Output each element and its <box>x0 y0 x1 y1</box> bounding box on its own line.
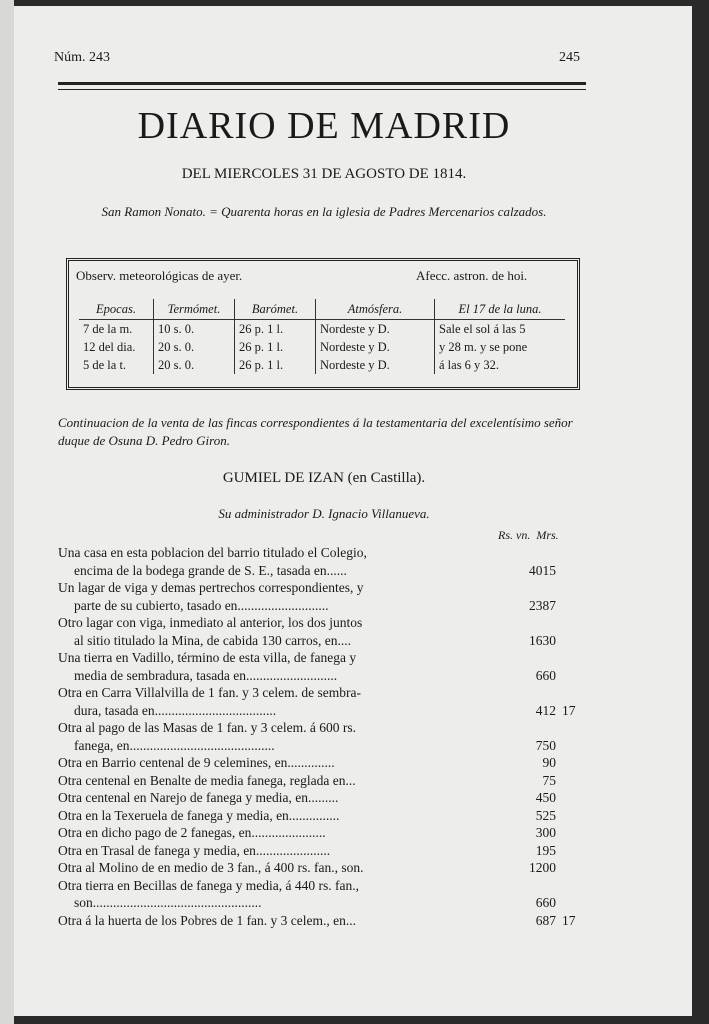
entry-description <box>58 824 488 842</box>
entry-line: Un lagar de viga y demas pertrechos correspondientes, y <box>58 580 364 595</box>
entry-description <box>58 754 488 772</box>
entry-reales: 1630 <box>529 632 556 648</box>
weather-cell: Nordeste y D. <box>316 320 435 339</box>
book-gutter <box>0 0 14 1024</box>
entry-reales: 660 <box>535 895 556 910</box>
weather-heading-astronomy: Afecc. astron. de hoi. <box>416 268 528 283</box>
entry-description <box>58 807 488 825</box>
entry-reales: 450 <box>535 790 556 805</box>
entry-reales: 412 <box>535 702 556 718</box>
administrator-line: Su administrador D. Ignacio Villanueva. <box>218 506 430 521</box>
weather-cell: 10 s. 0. <box>154 320 235 339</box>
list-item <box>58 824 598 842</box>
entry-reales: 750 <box>535 737 556 753</box>
entry-line: fanega, en........................................... <box>74 737 275 753</box>
list-item <box>58 649 598 684</box>
rs-header: Rs. vn. <box>498 528 531 542</box>
entry-reales: 1200 <box>529 860 556 875</box>
entry-reales: 525 <box>535 807 556 823</box>
weather-heading-observations: Observ. meteorológicas de ayer. <box>76 268 243 283</box>
list-item <box>58 912 598 930</box>
entry-description <box>58 544 488 579</box>
list-item <box>58 842 598 860</box>
entry-line: son.................................................. <box>74 895 262 910</box>
entry-description <box>58 649 488 684</box>
entry-maravedis: 17 <box>562 702 576 718</box>
weather-cell: 12 del dia. <box>83 339 136 354</box>
weather-cell: 20 s. 0. <box>154 356 235 374</box>
entry-line: media de sembradura, tasada en........................... <box>74 667 338 683</box>
entry-line: Otra en dicho pago de 2 fanegas, en...................... <box>58 825 326 840</box>
entry-description <box>58 579 488 614</box>
column-headers <box>498 528 559 543</box>
list-item <box>58 807 598 825</box>
list-item <box>58 684 598 719</box>
col-barometro: Barómet. <box>235 299 316 320</box>
saint-line: San Ramon Nonato. = Quarenta horas en la iglesia de Padres Mercenarios calzados. <box>101 204 547 219</box>
mrs-header: Mrs. <box>536 528 559 542</box>
weather-row <box>79 356 565 374</box>
list-item <box>58 614 598 649</box>
weather-cell: Sale el sol á las 5 <box>435 320 566 339</box>
entry-reales: 300 <box>535 825 556 840</box>
entry-description <box>58 877 488 912</box>
header-rule-thick <box>58 82 586 85</box>
page-number: 245 <box>559 50 580 65</box>
sale-intro: Continuacion de la venta de las fincas correspondientes á la testamentaria del excelentísimo señor duque de Osuna D. Pedro Giron. <box>58 415 573 448</box>
entry-line: Otra al Molino de en medio de 3 fan., á 400 rs. fan., son. <box>58 860 364 875</box>
entry-line: dura, tasada en.................................... <box>74 702 277 718</box>
list-item <box>58 579 598 614</box>
col-luna: El 17 de la luna. <box>435 299 566 320</box>
weather-row <box>79 320 565 339</box>
entry-line: Otra á la huerta de los Pobres de 1 fan. y 3 celem., en... <box>58 912 357 928</box>
entry-reales: 75 <box>542 772 556 788</box>
header-rule-thin <box>58 89 586 90</box>
weather-cell: 5 de la t. <box>83 357 127 372</box>
entry-description <box>58 789 488 807</box>
entry-description <box>58 614 488 649</box>
weather-cell: 26 p. 1 l. <box>235 356 316 374</box>
entry-line: parte de su cubierto, tasado en........................... <box>74 597 329 613</box>
entry-reales: 90 <box>542 755 556 770</box>
date-line: DEL MIERCOLES 31 DE AGOSTO DE 1814. <box>181 166 467 182</box>
list-item <box>58 789 598 807</box>
weather-cell: 26 p. 1 l. <box>235 320 316 339</box>
col-epocas: Epocas. <box>79 299 154 320</box>
entry-line: Otra centenal en Narejo de fanega y media, en......... <box>58 790 339 805</box>
entry-line: Otra en Carra Villalvilla de 1 fan. y 3 celem. de sembra- <box>58 685 361 700</box>
entry-line: Otro lagar con viga, inmediato al anterior, los dos juntos <box>58 615 363 630</box>
newspaper-page <box>14 6 692 1016</box>
list-item <box>58 754 598 772</box>
list-item <box>58 859 598 877</box>
entry-reales: 4015 <box>529 562 556 578</box>
weather-cell: 26 p. 1 l. <box>235 338 316 356</box>
masthead-title: DIARIO DE MADRID <box>137 105 511 147</box>
weather-header-row <box>79 299 565 320</box>
weather-table <box>79 299 565 374</box>
entry-line: Otra en Trasal de fanega y media, en...................... <box>58 842 331 858</box>
section-title: GUMIEL DE IZAN (en Castilla). <box>222 470 426 486</box>
entry-line: Una casa en esta poblacion del barrio titulado el Colegio, <box>58 545 367 560</box>
entry-description <box>58 842 488 860</box>
col-termometro: Termómet. <box>154 299 235 320</box>
entry-line: Otra tierra en Becillas de fanega y media, á 440 rs. fan., <box>58 877 359 893</box>
entry-description <box>58 684 488 719</box>
list-item <box>58 544 598 579</box>
entry-maravedis: 17 <box>562 912 576 928</box>
entry-reales: 687 <box>535 912 556 928</box>
entry-line: Otra en Barrio centenal de 9 celemines, en.............. <box>58 755 335 770</box>
entry-reales: 660 <box>535 667 556 683</box>
entry-description <box>58 719 488 754</box>
entry-line: Otra centenal en Benalte de media fanega, reglada en... <box>58 772 356 788</box>
entry-description <box>58 859 488 877</box>
weather-cell: á las 6 y 32. <box>435 356 566 374</box>
list-item <box>58 719 598 754</box>
col-atmosfera: Atmósfera. <box>316 299 435 320</box>
weather-cell: y 28 m. y se pone <box>435 338 566 356</box>
weather-cell: Nordeste y D. <box>316 356 435 374</box>
weather-cell: Nordeste y D. <box>316 338 435 356</box>
issue-number: Núm. 243 <box>54 50 110 65</box>
entry-line: Otra en la Texeruela de fanega y media, en............... <box>58 807 340 823</box>
list-item <box>58 772 598 790</box>
entry-description <box>58 772 488 790</box>
entry-line: Otra al pago de las Masas de 1 fan. y 3 celem. á 600 rs. <box>58 720 357 735</box>
list-item <box>58 877 598 912</box>
entry-description <box>58 912 488 930</box>
entry-reales: 2387 <box>529 597 556 613</box>
weather-cell: 7 de la m. <box>83 321 133 336</box>
weather-cell: 20 s. 0. <box>154 338 235 356</box>
entry-line: Una tierra en Vadillo, término de esta villa, de fanega y <box>58 650 357 665</box>
weather-row <box>79 338 565 356</box>
entry-reales: 195 <box>535 842 556 858</box>
entry-line: al sitio titulado la Mina, de cabida 130 carros, en.... <box>74 632 352 648</box>
property-list <box>58 544 598 929</box>
entry-line: encima de la bodega grande de S. E., tasada en...... <box>74 562 347 578</box>
